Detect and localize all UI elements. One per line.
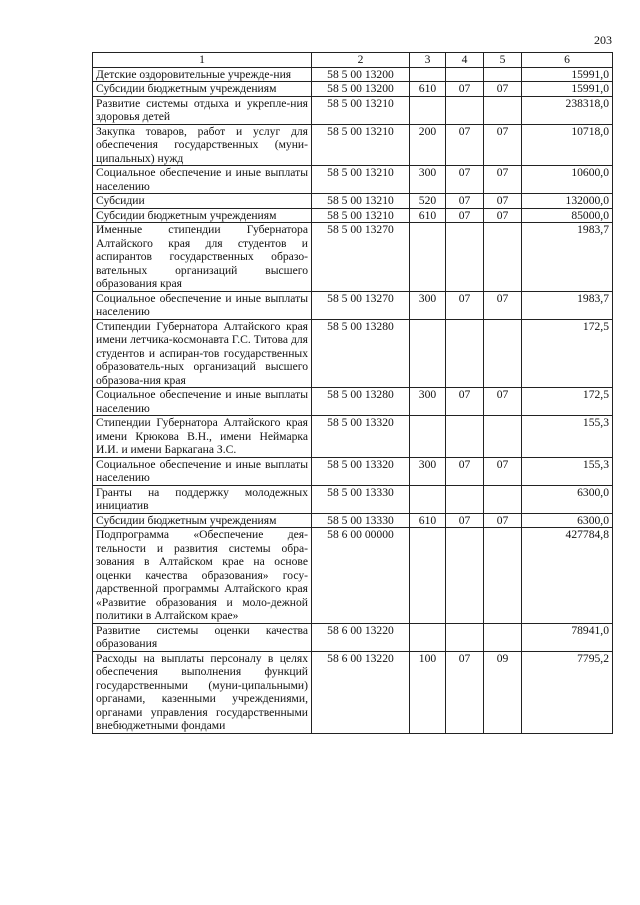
row-amount: 78941,0 (522, 623, 613, 651)
row-amount: 15991,0 (522, 67, 613, 82)
row-expense-type (410, 223, 446, 292)
row-expense-type: 610 (410, 513, 446, 528)
row-amount: 6300,0 (522, 485, 613, 513)
row-expense-type (410, 319, 446, 388)
row-expense-type: 610 (410, 208, 446, 223)
table-row (93, 513, 613, 528)
row-code: 58 5 00 13270 (312, 291, 410, 319)
row-name: Стипендии Губернатора Алтайского края имени Крюкова В.Н., имени Неймарка И.И. и имени Баркагана З.С. (93, 416, 312, 458)
row-subsection (484, 67, 522, 82)
row-name: Развитие системы отдыха и укрепле-ния здоровья детей (93, 96, 312, 124)
row-name: Субсидии бюджетным учреждениям (93, 513, 312, 528)
row-section: 07 (446, 194, 484, 209)
row-code: 58 5 00 13270 (312, 223, 410, 292)
row-expense-type (410, 67, 446, 82)
row-name: Стипендии Губернатора Алтайского края имени летчика-космонавта Г.С. Титова для студентов и аспиран-тов государственных образователь-ных организаций высшего образова-ния края (93, 319, 312, 388)
table-row (93, 651, 613, 733)
row-subsection (484, 416, 522, 458)
row-subsection: 07 (484, 388, 522, 416)
row-section: 07 (446, 513, 484, 528)
row-subsection: 07 (484, 513, 522, 528)
row-subsection: 07 (484, 208, 522, 223)
table-row (93, 124, 613, 166)
table-row (93, 96, 613, 124)
table-row (93, 319, 613, 388)
row-section (446, 96, 484, 124)
row-subsection: 07 (484, 82, 522, 97)
table-row (93, 82, 613, 97)
row-section (446, 623, 484, 651)
table-row (93, 457, 613, 485)
row-section: 07 (446, 291, 484, 319)
row-subsection: 07 (484, 194, 522, 209)
col-header-name: 1 (93, 53, 312, 68)
row-amount: 238318,0 (522, 96, 613, 124)
row-name: Расходы на выплаты персоналу в целях обеспечения выполнения функций государственными (муни-ципальными) органами, казенными учреждениями, органами управления государственными внебюджетными фондами (93, 651, 312, 733)
row-name: Социальное обеспечение и иные выплаты населению (93, 166, 312, 194)
row-subsection (484, 96, 522, 124)
row-expense-type: 300 (410, 291, 446, 319)
header-row (93, 53, 613, 68)
col-header-rz: 4 (446, 53, 484, 68)
row-expense-type: 100 (410, 651, 446, 733)
row-expense-type: 300 (410, 388, 446, 416)
row-section: 07 (446, 166, 484, 194)
row-subsection: 07 (484, 166, 522, 194)
table-row (93, 416, 613, 458)
row-section: 07 (446, 208, 484, 223)
row-amount: 172,5 (522, 319, 613, 388)
row-section (446, 67, 484, 82)
row-expense-type: 300 (410, 457, 446, 485)
row-name: Субсидии бюджетным учреждениям (93, 208, 312, 223)
table-row (93, 388, 613, 416)
row-amount: 132000,0 (522, 194, 613, 209)
row-code: 58 6 00 13220 (312, 623, 410, 651)
row-name: Гранты на поддержку молодежных инициатив (93, 485, 312, 513)
row-code: 58 5 00 13210 (312, 96, 410, 124)
row-subsection (484, 319, 522, 388)
row-name: Социальное обеспечение и иные выплаты населению (93, 457, 312, 485)
row-section (446, 528, 484, 624)
row-code: 58 5 00 13200 (312, 67, 410, 82)
table-row (93, 623, 613, 651)
row-amount: 10600,0 (522, 166, 613, 194)
row-subsection: 07 (484, 291, 522, 319)
row-name: Развитие системы оценки качества образования (93, 623, 312, 651)
row-name: Субсидии бюджетным учреждениям (93, 82, 312, 97)
col-header-sum: 6 (522, 53, 613, 68)
budget-table (92, 52, 613, 734)
row-code: 58 5 00 13320 (312, 457, 410, 485)
row-amount: 155,3 (522, 416, 613, 458)
row-code: 58 5 00 13280 (312, 388, 410, 416)
row-code: 58 5 00 13280 (312, 319, 410, 388)
row-section: 07 (446, 651, 484, 733)
row-amount: 15991,0 (522, 82, 613, 97)
row-subsection: 07 (484, 457, 522, 485)
table-row (93, 223, 613, 292)
table-row (93, 166, 613, 194)
row-name: Субсидии (93, 194, 312, 209)
table-row (93, 291, 613, 319)
page-number: 203 (594, 33, 612, 47)
row-subsection (484, 623, 522, 651)
row-name: Именные стипендии Губернатора Алтайского края для студентов и аспирантов государственных образо-вательных организаций высшего образования края (93, 223, 312, 292)
row-section (446, 223, 484, 292)
table-row (93, 67, 613, 82)
row-section (446, 319, 484, 388)
row-code: 58 5 00 13320 (312, 416, 410, 458)
col-header-pr: 5 (484, 53, 522, 68)
row-code: 58 5 00 13210 (312, 194, 410, 209)
row-amount: 155,3 (522, 457, 613, 485)
row-section: 07 (446, 124, 484, 166)
table-row (93, 528, 613, 624)
row-code: 58 5 00 13210 (312, 208, 410, 223)
row-code: 58 6 00 13220 (312, 651, 410, 733)
row-subsection: 07 (484, 124, 522, 166)
row-name: Закупка товаров, работ и услуг для обеспечения государственных (муни-ципальных) нужд (93, 124, 312, 166)
row-section: 07 (446, 457, 484, 485)
row-expense-type: 300 (410, 166, 446, 194)
row-code: 58 5 00 13210 (312, 124, 410, 166)
table-row (93, 208, 613, 223)
table-row (93, 485, 613, 513)
row-expense-type (410, 96, 446, 124)
row-subsection: 09 (484, 651, 522, 733)
row-code: 58 6 00 00000 (312, 528, 410, 624)
col-header-vr: 3 (410, 53, 446, 68)
row-section: 07 (446, 388, 484, 416)
row-name: Подпрограмма «Обеспечение дея-тельности и развития системы обра-зования в Алтайском крае на основе оценки качества образования» госу-дарственной программы Алтайского края «Развитие образования и моло-дежной политики в Алтайском крае» (93, 528, 312, 624)
row-expense-type: 610 (410, 82, 446, 97)
row-section (446, 416, 484, 458)
row-expense-type (410, 528, 446, 624)
row-amount: 6300,0 (522, 513, 613, 528)
row-section (446, 485, 484, 513)
row-subsection (484, 485, 522, 513)
row-expense-type: 520 (410, 194, 446, 209)
row-code: 58 5 00 13330 (312, 485, 410, 513)
row-amount: 10718,0 (522, 124, 613, 166)
row-subsection (484, 528, 522, 624)
row-expense-type (410, 416, 446, 458)
row-amount: 172,5 (522, 388, 613, 416)
row-amount: 1983,7 (522, 223, 613, 292)
row-code: 58 5 00 13210 (312, 166, 410, 194)
row-subsection (484, 223, 522, 292)
row-name: Социальное обеспечение и иные выплаты населению (93, 388, 312, 416)
row-name: Детские оздоровительные учрежде-ния (93, 67, 312, 82)
table-row (93, 194, 613, 209)
row-amount: 1983,7 (522, 291, 613, 319)
row-amount: 7795,2 (522, 651, 613, 733)
row-amount: 427784,8 (522, 528, 613, 624)
row-expense-type: 200 (410, 124, 446, 166)
row-name: Социальное обеспечение и иные выплаты населению (93, 291, 312, 319)
row-section: 07 (446, 82, 484, 97)
row-expense-type (410, 623, 446, 651)
row-amount: 85000,0 (522, 208, 613, 223)
row-code: 58 5 00 13330 (312, 513, 410, 528)
row-expense-type (410, 485, 446, 513)
col-header-code: 2 (312, 53, 410, 68)
row-code: 58 5 00 13200 (312, 82, 410, 97)
